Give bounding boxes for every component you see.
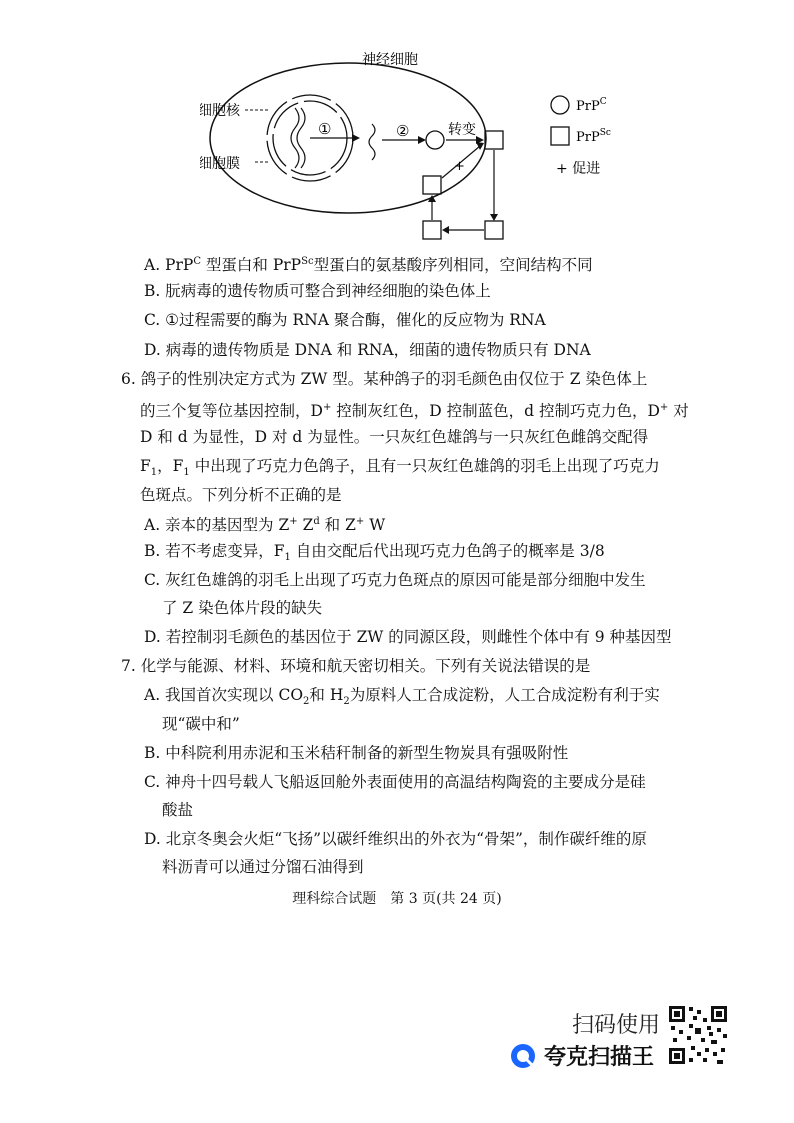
legend-promote: + 促进 bbox=[556, 161, 601, 177]
q6-option-c-line1: C. 灰红色雄鸽的羽毛上出现了巧克力色斑点的原因可能是部分细胞中发生 bbox=[144, 571, 646, 589]
prpsc-square-3 bbox=[423, 221, 441, 239]
prpsc-square-2 bbox=[423, 176, 441, 194]
arrow-step2-head bbox=[418, 136, 426, 144]
q7-option-a-line2: 现“碳中和” bbox=[162, 715, 240, 733]
q6-option-b: B. 若不考虑变异，$F_1$ 自由交配后代出现巧克力色鸽子的概率是 3/8 bbox=[144, 542, 605, 564]
q7-option-d-line1: D. 北京冬奥会火炬“飞扬”以碳纤维织出的外衣为“骨架”，制作碳纤维的原 bbox=[144, 830, 647, 848]
q5-option-b: B. 朊病毒的遗传物质可整合到神经细胞的染色体上 bbox=[144, 282, 491, 300]
q7-option-a-line1: A. 我国首次实现以 $CO_2$和 $H_2$为原料人工合成淀粉，人工合成淀粉有利于实 bbox=[144, 686, 660, 708]
dna-strand-a bbox=[291, 108, 299, 168]
label-nucleus: 细胞核 bbox=[200, 103, 240, 119]
neuron-diagram bbox=[200, 40, 640, 250]
q6-stem-line2: 的三个复等位基因控制，D+ 控制灰红色，D 控制蓝色，d 控制巧克力色，D+ 对 bbox=[140, 402, 689, 420]
q6-stem-line5: 色斑点。下列分析不正确的是 bbox=[140, 486, 342, 504]
prpsc-square-4 bbox=[485, 221, 503, 239]
q7-option-c-line1: C. 神舟十四号载人飞船返回舱外表面使用的高温结构陶瓷的主要成分是硅 bbox=[144, 773, 646, 791]
quark-logo-icon bbox=[510, 1043, 536, 1069]
label-transform: 转变 bbox=[448, 122, 476, 138]
q5-option-a: A. PrP$^C$ 型蛋白和 PrP$^{Sc}$型蛋白的氨基酸序列相同，空间结构不同 bbox=[144, 256, 593, 274]
arrow-down-head bbox=[490, 214, 498, 221]
prpsc-square-1 bbox=[485, 131, 503, 149]
q7-option-c-line2: 酸盐 bbox=[162, 801, 194, 819]
legend-prpc: PrP$^C$ bbox=[576, 97, 607, 114]
q6-stem-line3: D 和 d 为显性，D 对 d 为显性。一只灰红色雄鸽与一只灰红色雌鸽交配得 bbox=[140, 428, 649, 446]
qr-code[interactable] bbox=[667, 1004, 729, 1066]
legend-circle bbox=[551, 96, 569, 114]
q7-stem: 7. 化学与能源、材料、环境和航天密切相关。下列有关说法错误的是 bbox=[121, 657, 591, 675]
qr-code-icon bbox=[667, 1004, 729, 1066]
brand-logo bbox=[510, 1040, 654, 1071]
q5-option-d: D. 病毒的遗传物质是 DNA 和 RNA，细菌的遗传物质只有 DNA bbox=[144, 341, 591, 359]
arrow-left-head bbox=[442, 226, 449, 234]
scan-to-use-text: 扫码使用 bbox=[572, 1013, 661, 1038]
q6-option-d: D. 若控制羽毛颜色的基因位于 ZW 的同源区段，则雌性个体中有 9 种基因型 bbox=[144, 628, 672, 646]
label-step2: ② bbox=[396, 122, 410, 140]
diagram-title: 神经细胞 bbox=[362, 52, 418, 68]
q7-option-d-line2: 料沥青可以通过分馏石油得到 bbox=[162, 858, 364, 876]
label-plus: + bbox=[454, 159, 465, 174]
label-step1: ① bbox=[318, 120, 332, 138]
q6-stem-line4: $F_1$，$F_1$ 中出现了巧克力色鸽子，且有一只灰红色雄鸽的羽毛上出现了巧克力 bbox=[140, 457, 660, 479]
page-footer: 理科综合试题 第 3 页(共 24 页) bbox=[292, 891, 502, 907]
q5-option-c: C. ①过程需要的酶为 RNA 聚合酶，催化的反应物为 RNA bbox=[144, 311, 546, 329]
prpc-circle bbox=[426, 131, 444, 149]
q6-option-c-line2: 了 Z 染色体片段的缺失 bbox=[162, 599, 323, 617]
arrow-step1-head bbox=[352, 134, 360, 142]
label-membrane: 细胞膜 bbox=[200, 156, 240, 172]
neuron-diagram-svg bbox=[200, 40, 640, 250]
legend-prpsc: PrP$^{Sc}$ bbox=[576, 128, 611, 145]
q7-option-b: B. 中科院利用赤泥和玉米秸秆制备的新型生物炭具有强吸附性 bbox=[144, 744, 569, 762]
legend-square bbox=[551, 127, 569, 145]
q6-option-a: A. 亲本的基因型为 Z+ $Z^d$ 和 Z+ W bbox=[144, 516, 386, 534]
q6-stem-line1: 6. 鸽子的性别决定方式为 ZW 型。某种鸽子的羽毛颜色由仅位于 Z 染色体上 bbox=[121, 370, 648, 388]
brand-name: 夸克扫描王 bbox=[544, 1045, 655, 1070]
rna-strand bbox=[369, 124, 375, 160]
dna-strand-b bbox=[297, 108, 305, 168]
